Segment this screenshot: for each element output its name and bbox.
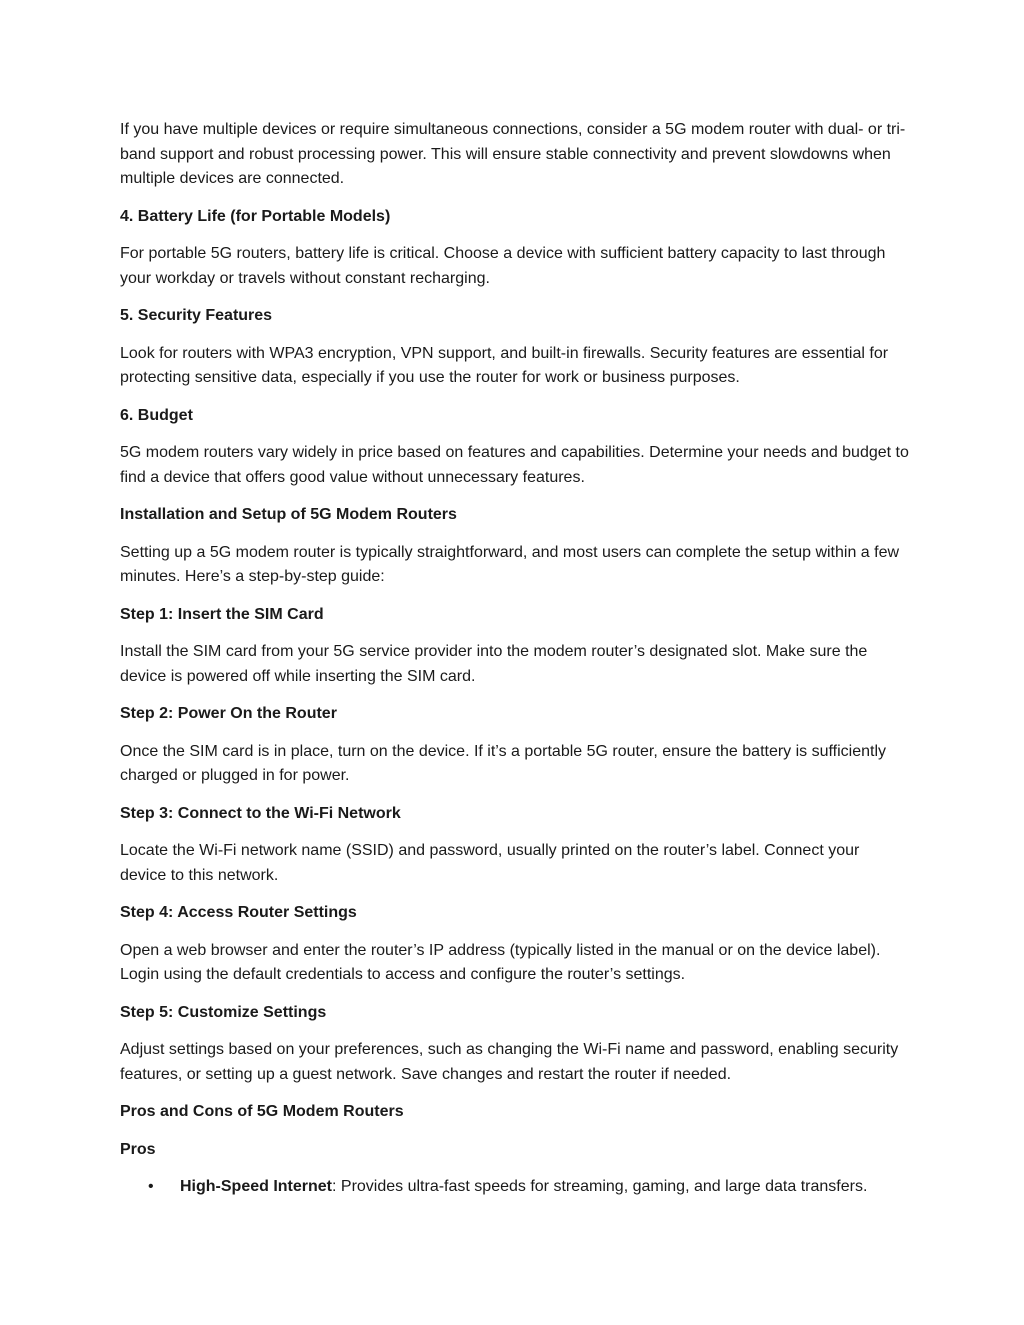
body-paragraph: For portable 5G routers, battery life is critical. Choose a device with sufficient battery capacity to last through your workday or travels without constant recharging. [120, 245, 886, 287]
section-heading: Step 5: Customize Settings [120, 1003, 327, 1021]
body-paragraph: Open a web browser and enter the router’s IP address (typically listed in the manual or on the device label). Login using the default credentials to access and configure the router’s settings. [120, 941, 881, 983]
body-paragraph: Locate the Wi-Fi network name (SSID) and password, usually printed on the router’s label. Connect your device to this network. [120, 842, 860, 884]
body-paragraph: Look for routers with WPA3 encryption, VPN support, and built-in firewalls. Security features are essential for protecting sensitive data, especially if you use the router for work or business purposes. [120, 344, 889, 386]
document-page [120, 118, 910, 1200]
list-item-text: : Provides ultra-fast speeds for streaming, gaming, and large data transfers. [332, 1178, 868, 1195]
section-heading: Step 1: Insert the SIM Card [120, 605, 324, 623]
body-paragraph: Once the SIM card is in place, turn on the device. If it’s a portable 5G router, ensure the battery is sufficiently charged or plugged in for power. [120, 742, 887, 784]
bullet-icon: • [148, 1178, 154, 1195]
body-paragraph: Adjust settings based on your preferences, such as changing the Wi-Fi name and password, enabling security features, or setting up a guest network. Save changes and restart the router if needed. [120, 1041, 899, 1083]
section-heading: Pros and Cons of 5G Modem Routers [120, 1103, 404, 1120]
list-item-term: High-Speed Internet [180, 1178, 333, 1195]
section-heading: 5. Security Features [120, 307, 273, 324]
body-paragraph: If you have multiple devices or require simultaneous connections, consider a 5G modem router with dual- or tri-band support and robust processing power. This will ensure stable connectivity and prevent slowdowns when multiple devices are connected. [120, 121, 906, 187]
section-heading: Step 2: Power On the Router [120, 705, 337, 722]
document-body [120, 118, 910, 1162]
body-paragraph: Install the SIM card from your 5G service provider into the modem router’s designated slot. Make sure the device is powered off while inserting the SIM card. [120, 643, 868, 685]
section-heading: Step 4: Access Router Settings [120, 904, 357, 921]
list-item [120, 1175, 910, 1200]
section-heading: Installation and Setup of 5G Modem Routers [120, 506, 457, 523]
section-heading: Step 3: Connect to the Wi-Fi Network [120, 804, 401, 822]
section-heading: Pros [120, 1140, 156, 1158]
body-paragraph: Setting up a 5G modem router is typically straightforward, and most users can complete the setup within a few minutes. Here’s a step-by-step guide: [120, 543, 900, 585]
pros-list [120, 1175, 910, 1200]
section-heading: 6. Budget [120, 406, 193, 424]
body-paragraph: 5G modem routers vary widely in price based on features and capabilities. Determine your needs and budget to find a device that offers good value without unnecessary features. [120, 444, 909, 486]
section-heading: 4. Battery Life (for Portable Models) [120, 207, 391, 225]
